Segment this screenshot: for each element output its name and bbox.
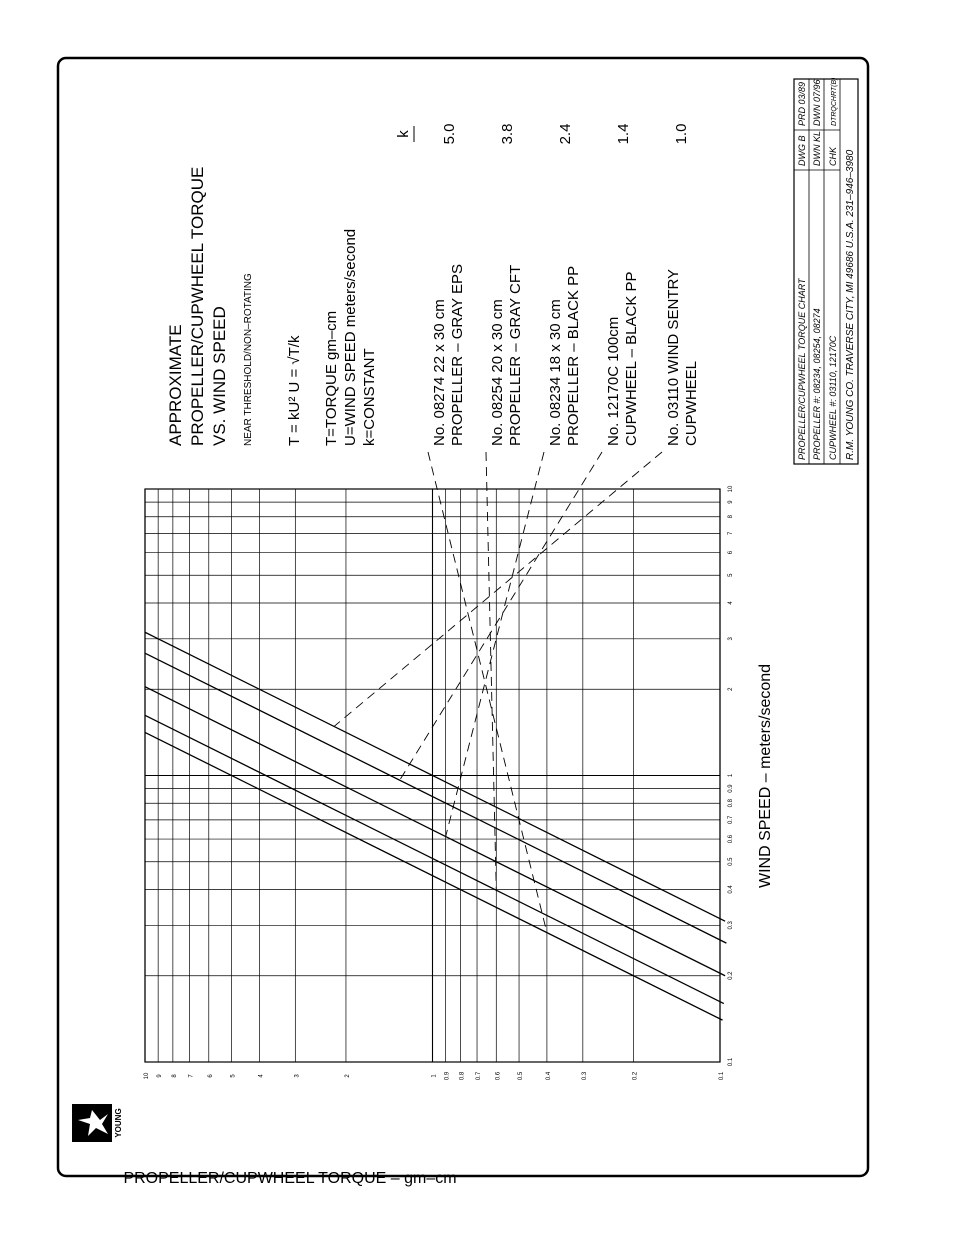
legend-entry-08234-line2: PROPELLER – BLACK PP <box>565 265 582 446</box>
chart-series <box>145 632 726 1020</box>
torque-tick-label: 0.8 <box>459 1071 466 1081</box>
title-block-file: DTRQCHRT(B) <box>831 77 838 126</box>
legend-entry-08254-k: 3.8 <box>499 123 516 145</box>
speed-tick-label: 10 <box>728 485 734 493</box>
series-line-03110 <box>145 632 725 921</box>
legend-entry-08274-k: 5.0 <box>441 123 458 145</box>
logo-text: YOUNG <box>114 1108 123 1138</box>
speed-tick-label: 3 <box>728 637 734 641</box>
title-block-dwn-date: DWN 07/96 <box>812 79 822 126</box>
torque-tick-label: 0.7 <box>476 1071 483 1081</box>
formula: T = kU² U = √T/k <box>286 335 303 446</box>
heading-line1: APPROXIMATE <box>166 324 185 446</box>
torque-tick-label: 3 <box>294 1074 301 1078</box>
title-block-chart-name: PROPELLER/CUPWHEEL TORQUE CHART <box>797 278 807 460</box>
y-axis-label: PROPELLER/CUPWHEEL TORQUE – gm–cm <box>123 1170 457 1187</box>
torque-tick-label: 7 <box>188 1074 195 1078</box>
title-block-prd: PRD 03/89 <box>797 81 807 126</box>
speed-tick-label: 0.6 <box>728 834 734 844</box>
torque-tick-label: 5 <box>230 1074 237 1078</box>
torque-tick-label: 9 <box>157 1074 164 1078</box>
legend-entry-12170c-k: 1.4 <box>615 123 632 145</box>
chart-heading <box>166 167 378 446</box>
legend-entry-12170c-line2: CUPWHEEL – BLACK PP <box>623 271 640 446</box>
title-block-chk: CHK <box>828 146 838 166</box>
torque-tick-label: 0.9 <box>444 1071 451 1081</box>
speed-tick-label: 7 <box>728 531 734 536</box>
legend-entry-08274-line1: No. 08274 22 x 30 cm <box>431 299 448 446</box>
leader-line-03110 <box>334 452 662 726</box>
speed-tick-label: 0.5 <box>728 857 734 866</box>
legend-entry-12170c-line1: No. 12170C 100cm <box>605 316 622 446</box>
definition-constant: k=CONSTANT <box>361 348 378 446</box>
title-block-dwn-initials: DWN KL <box>812 130 822 166</box>
young-logo <box>72 1104 123 1142</box>
legend <box>395 124 700 446</box>
torque-tick-label: 0.4 <box>545 1071 552 1081</box>
speed-tick-label: 0.1 <box>728 1057 734 1067</box>
legend-entry-08274-line2: PROPELLER – GRAY EPS <box>449 263 466 446</box>
torque-tick-label: 8 <box>171 1074 178 1078</box>
legend-entry-08254-line1: No. 08254 20 x 30 cm <box>489 299 506 446</box>
speed-tick-label: 0.4 <box>728 885 734 894</box>
legend-k-header: k <box>395 130 412 138</box>
heading-line2: PROPELLER/CUPWHEEL TORQUE <box>188 166 207 446</box>
heading-note: NEAR THRESHOLD/NON–ROTATING <box>243 273 254 446</box>
legend-entry-03110-line1: No. 03110 WIND SENTRY <box>665 268 682 446</box>
legend-entry-08234-line1: No. 08234 18 x 30 cm <box>547 299 564 446</box>
sheet-border <box>58 58 868 1176</box>
speed-tick-label: 0.3 <box>728 921 734 930</box>
speed-tick-label: 0.2 <box>728 971 734 980</box>
speed-tick-label: 8 <box>728 515 734 519</box>
torque-tick-label: 0.2 <box>632 1071 639 1081</box>
legend-entry-08234-k: 2.4 <box>557 123 574 145</box>
x-axis-label: WIND SPEED – meters/second <box>757 663 774 889</box>
legend-entry-03110-k: 1.0 <box>673 123 690 145</box>
speed-tick-label: 4 <box>728 601 734 605</box>
torque-tick-label: 0.3 <box>581 1071 588 1081</box>
torque-tick-label: 4 <box>258 1074 265 1078</box>
series-line-12170c <box>145 653 726 943</box>
torque-tick-label: 2 <box>344 1074 351 1078</box>
speed-tick-label: 0.8 <box>728 799 734 808</box>
legend-entry-03110-line2: CUPWHEEL <box>683 360 700 446</box>
speed-tick-label: 6 <box>728 550 734 555</box>
speed-tick-label: 9 <box>728 500 734 504</box>
definition-torque: T=TORQUE gm–cm <box>323 310 340 446</box>
torque-tick-label: 0.6 <box>495 1071 502 1081</box>
title-block-company: R.M. YOUNG CO. TRAVERSE CITY, MI 49686 U.S.A. 231–946–3980 <box>845 149 856 460</box>
heading-line3: VS. WIND SPEED <box>210 306 229 446</box>
title-block-propeller-numbers: PROPELLER #: 08234, 08254, 08274 <box>812 308 822 460</box>
legend-entry-08254-line2: PROPELLER – GRAY CFT <box>507 264 524 446</box>
leader-line-12170c <box>400 452 602 780</box>
speed-tick-label: 0.9 <box>728 784 734 793</box>
title-block <box>794 78 858 464</box>
torque-tick-label: 0.5 <box>518 1071 525 1081</box>
torque-tick-label: 6 <box>207 1074 214 1078</box>
torque-tick-label: 0.1 <box>719 1071 725 1081</box>
speed-tick-label: 0.7 <box>728 815 734 825</box>
torque-tick-label: 1 <box>431 1074 438 1078</box>
series-line-08234 <box>145 687 725 976</box>
definition-wind-speed: U=WIND SPEED meters/second <box>342 228 359 446</box>
torque-tick-label: 10 <box>144 1072 150 1080</box>
chart-tick-labels <box>144 485 734 1080</box>
title-block-dwg: DWG B <box>797 135 807 166</box>
speed-tick-label: 5 <box>728 573 734 577</box>
legend-leader-lines <box>334 452 662 933</box>
speed-tick-label: 2 <box>728 687 734 691</box>
title-block-cupwheel-numbers: CUPWHEEL #: 03110, 12170C <box>828 335 838 460</box>
speed-tick-label: 1 <box>728 773 734 778</box>
